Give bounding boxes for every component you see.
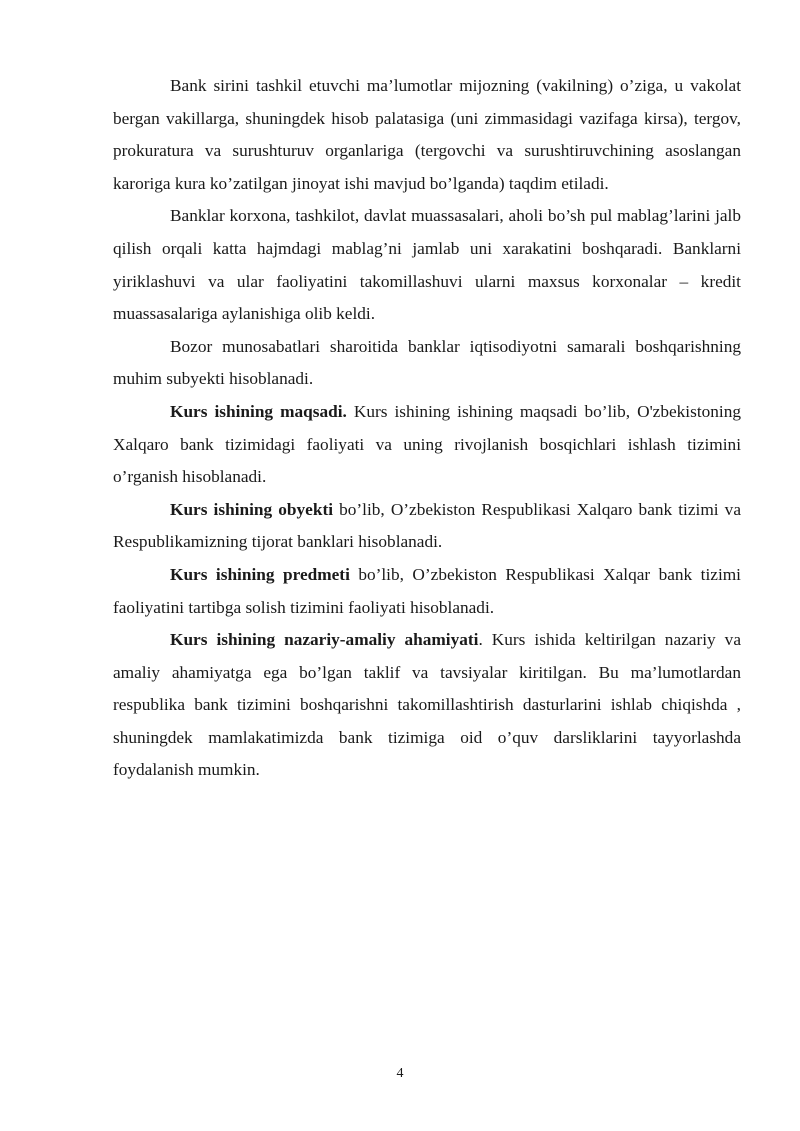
document-body (113, 70, 741, 787)
page-number: 4 (396, 1066, 404, 1081)
paragraph-text: Banklar korxona, tashkilot, davlat muassasalari, aholi bo’sh pul mablag’larini jalb qilish orqali katta hajmdagi mablag’ni jamlab uni xarakatini boshqaradi. Banklarni yiriklashuvi va ular faoliyatini takomillashuvi ularni maxsus korxonalar – kredit muassasalariga aylanishiga olib keldi. (113, 206, 741, 324)
paragraph-object (113, 494, 741, 559)
paragraph-text: bo’lib, O’zbekiston Respublikasi Xalqaro bank tizimi va Respublikamizning tijorat banklari hisoblanadi. (113, 499, 741, 552)
paragraph-heading-subject: Kurs ishining predmeti (170, 564, 350, 584)
paragraph-heading-object: Kurs ishining obyekti (170, 499, 333, 519)
paragraph-heading-significance: Kurs ishining nazariy-amaliy ahamiyati (170, 630, 479, 650)
paragraph-text: Bozor munosabatlari sharoitida banklar iqtisodiyotni samarali boshqarishning muhim subyekti hisoblanadi. (113, 336, 741, 389)
paragraph-banks-role (113, 200, 741, 330)
paragraph-subject (113, 559, 741, 624)
paragraph-text: Bank sirini tashkil etuvchi ma’lumotlar mijozning (vakilning) o’ziga, u vakolat bergan vakillarga, shuningdek hisob palatasiga (uni zimmasidagi vazifaga kirsa), tergov, prokuratura va surushturuv organlariga (tergovchi va surushtiruvchining asoslangan karoriga kura ko’zatilgan jinoyat ishi mavjud bo’lganda) taqdim etiladi. (113, 76, 741, 193)
paragraph-text: . Kurs ishida keltirilgan nazariy va amaliy ahamiyatga ega bo’lgan taklif va tavsiyalar kiritilgan. Bu ma’lumotlardan respublika bank tizimini boshqarishni takomillashtirish dasturlarini ishlab chiqishda , shuningdek mamlakatimizda bank tizimiga oid o’quv darsliklarini tayyorlashda foydalanish mumkin. (113, 630, 741, 780)
paragraph-heading-goal: Kurs ishining maqsadi. (170, 401, 347, 421)
paragraph-goal (113, 396, 741, 494)
paragraph-significance (113, 624, 741, 787)
paragraph-text: bo’lib, O’zbekiston Respublikasi Xalqar bank tizimi faoliyatini tartibga solish tizimini faoliyati hisoblanadi. (113, 564, 741, 617)
paragraph-market-relations (113, 331, 741, 396)
paragraph-bank-secrecy (113, 70, 741, 200)
paragraph-text: Kurs ishining ishining maqsadi bo’lib, O'zbekistoning Xalqaro bank tizimidagi faoliyati va uning rivojlanish bosqichlari ishlash tizimini o’rganish hisoblanadi. (113, 401, 741, 487)
